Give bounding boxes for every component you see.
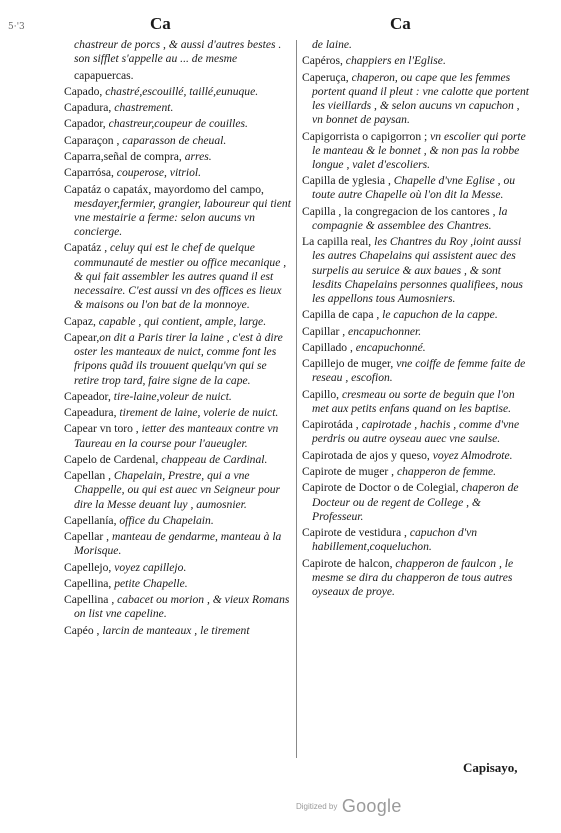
dictionary-entry [64,624,292,638]
entry-definition: ietter des manteaux contre vn Taureau en la course pour l'aueugler. [74,422,279,450]
entry-headword: Capellan , [64,469,114,483]
dictionary-entry [64,166,292,180]
entry-headword: Capeador, [64,389,114,403]
dictionary-entry [64,561,292,575]
entry-headword: capapuercas. [74,68,134,82]
watermark-brand: Google [341,796,402,816]
entry-definition: Chapelle d'vne Eglise , ou toute autre Chapelle où l'on dit la Messe. [312,174,516,202]
dictionary-entry [302,235,532,306]
entry-headword: Capillado , [302,340,356,354]
entry-headword: Capatáz , [64,241,111,255]
entry-headword: Capellanía, [64,513,120,527]
entry-definition: larcin de manteaux , le tirement [102,623,250,637]
entry-definition: le capuchon de la cappe. [382,308,498,322]
entry-definition: cabacet ou morion , & vieux Romans on list vne capeline. [74,593,290,621]
column-divider [296,40,297,758]
entry-definition: de laine. [312,38,352,51]
dictionary-entry [64,134,292,148]
entry-headword: Capeadura, [64,406,120,420]
running-head-right: Ca [390,14,411,33]
entry-definition: cresmeau ou sorte de beguin que l'on met aux petits enfans quand on les baptise. [312,387,515,415]
entry-headword: Capilla de capa , [302,308,383,322]
entry-definition: chaperon de Docteur ou de regent de College , & Professeur. [312,481,519,523]
dictionary-entry [64,422,292,450]
entry-definition: manteau de gendarme, manteau à la Morisque. [74,530,282,558]
entry-definition: celuy qui est le chef de quelque communauté de mestier ou office mecanique , & qui fait assembler les autres quand il est necessaire. C'est aussi vn des offices es lieux & maisons ou l'on bat de la monnoye. [74,241,287,312]
entry-headword: Capillejo de muger, [302,357,397,371]
dictionary-entry [64,453,292,467]
entry-headword: Capellejo, [64,560,115,574]
entry-headword: Capilla de yglesia , [302,174,394,188]
dictionary-entry [302,418,532,446]
dictionary-entry [64,530,292,558]
entry-headword: Capéo , [64,623,103,637]
entry-definition: encapuchonné. [355,340,426,354]
entry-headword: Capilla , la congregacion de los cantores , [302,204,499,218]
entry-definition: chastré,escouillé, taillé,eunuque. [105,84,259,98]
entry-headword: Capelo de Cardenal, [64,452,162,466]
entry-headword: La capilla real, [302,235,375,249]
entry-definition: chapperon de femme. [396,465,497,478]
entry-definition: caparasson de cheual. [122,133,227,147]
entry-headword: Caparaçon , [64,133,123,147]
dictionary-entry [64,69,292,83]
entry-definition: chappeau de Cardinal. [161,452,268,466]
dictionary-entry [64,577,292,591]
entry-headword: Capadura, [64,101,115,115]
dictionary-entry [64,315,292,329]
entry-definition: la compagnie & assemblee des Chantres. [312,204,508,232]
dictionary-entry [64,150,292,164]
entry-definition: encapuchonner. [348,324,422,338]
entry-headword: Capirotada de ajos y queso, [302,448,433,462]
dictionary-entry [64,101,292,115]
running-head-left: Ca [150,14,171,33]
entry-definition: capable , qui contient, ample, large. [98,314,267,328]
entry-definition: couperose, vitriol. [116,166,202,180]
entry-headword: Capador, [64,117,109,131]
dictionary-entry [64,38,292,66]
catchword: Capisayo, [463,760,518,775]
entry-definition: office du Chapelain. [119,513,214,527]
entry-definition: on dit a Paris tirer la laine , c'est à dire oster les manteaux de nuict, comme font les fripons quãd ils trouuent quelqu'vn qui se retire trop tard, faire signe de la cape. [74,330,283,387]
dictionary-entry [64,469,292,512]
dictionary-entry [64,331,292,388]
dictionary-entry [64,117,292,131]
entry-headword: Capado, [64,84,106,98]
entry-headword: Capillar , [302,324,349,338]
entry-definition: chapperon de faulcon , le mesme se dira du chapperon de tous autres oyseaux de proye. [312,556,514,598]
entry-headword: Capirote de halcon, [302,556,396,570]
dictionary-entry [302,174,532,202]
dictionary-entry [302,308,532,322]
entry-definition: chastreur de porcs , & aussi d'autres bestes . son sifflet s'appelle au ... de mesme [74,38,282,66]
entry-definition: chaperon, ou cape que les femmes portent quand il pleut : vne calotte que portent les vieillards , & selon aucuns vn capuchon , vn bonnet de paysan. [312,70,530,127]
entry-headword: Capigorrista o capigorron ; [302,129,431,143]
entry-headword: Capear vn toro , [64,422,142,436]
dictionary-entry [64,406,292,420]
dictionary-entry [302,54,532,68]
watermark-prefix: Digitized by [296,802,338,811]
entry-headword: Caperuça, [302,70,352,84]
dictionary-entry [302,38,532,52]
entry-definition: les Chantres du Roy ,ioint aussi les autres Chapelains qui assistent auec des surpelis au seruice & aux baues , & sont lesdits Chapelains personnes qualifiees, nous les appellons tous Aumosniers. [312,235,523,306]
entry-headword: Capéros, [302,54,346,68]
dictionary-entry [302,357,532,385]
entry-headword: Caparra,señal de compra, [64,149,185,163]
dictionary-entry [64,241,292,312]
right-column [302,38,532,601]
entry-headword: Capillo, [302,387,342,401]
entry-headword: Capaz, [64,314,99,328]
entry-headword: Capirote de vestidura , [302,526,410,539]
entry-definition: vn escolier qui porte le manteau & le bonnet , & non pas la robbe longue , valet d'escoliers. [312,129,526,171]
entry-definition: capuchon d'vn habillement,coqueluchon. [312,526,478,554]
dictionary-entry [302,205,532,233]
entry-definition: vne coiffe de femme faite de reseau , escofion. [312,357,526,385]
digitized-watermark [296,796,402,817]
entry-definition: chastreur,coupeur de couilles. [108,117,248,131]
dictionary-entry [302,341,532,355]
entry-definition: chastrement. [114,101,174,115]
dictionary-entry [302,449,532,463]
dictionary-entry [302,325,532,339]
entry-definition: chappiers en l'Eglise. [345,54,446,68]
dictionary-entry [302,465,532,479]
entry-headword: Capellina, [64,576,115,590]
entry-headword: Capellina , [64,593,118,607]
entry-definition: capirotade , hachis , comme d'vne perdris ou autre oyseau auec vne saulse. [312,418,520,446]
dictionary-entry [302,526,532,554]
dictionary-entry [302,557,532,600]
entry-definition: Chapelain, Prestre, qui a vne Chappelle, ou qui est auec vn Seigneur pour dire la Messe deuant luy , aumosnier. [74,469,281,511]
entry-definition: voyez capillejo. [114,560,187,574]
dictionary-entry [302,71,532,128]
entry-headword: Capirote de muger , [302,465,397,478]
stray-marks: 5·'3 [8,22,25,32]
entry-definition: mesdayer,fermier, grangier, laboureur qui tient vne mestairie a ferme: selon aucuns vn concierge. [74,196,291,239]
left-column [64,38,292,640]
entry-headword: Capellar , [64,530,112,544]
dictionary-entry [64,183,292,240]
dictionary-entry [64,390,292,404]
entry-headword: Caparrósa, [64,166,117,180]
entry-headword: Capatáz o capatáx, mayordomo del campo, [64,182,264,196]
entry-headword: Capirotáda , [302,418,362,432]
dictionary-entry [302,388,532,416]
entry-headword: Capear, [64,330,100,344]
dictionary-entry [302,130,532,173]
dictionary-entry [302,481,532,524]
entry-definition: voyez Almodrote. [432,448,513,462]
entry-headword: Capirote de Doctor o de Colegial, [302,481,462,495]
entry-definition: petite Chapelle. [114,576,188,590]
entry-definition: tirement de laine, volerie de nuict. [119,406,279,420]
entry-definition: arres. [184,149,212,163]
dictionary-entry [64,593,292,621]
entry-definition: tire-laine,voleur de nuict. [113,389,232,403]
dictionary-entry [64,85,292,99]
dictionary-entry [64,514,292,528]
